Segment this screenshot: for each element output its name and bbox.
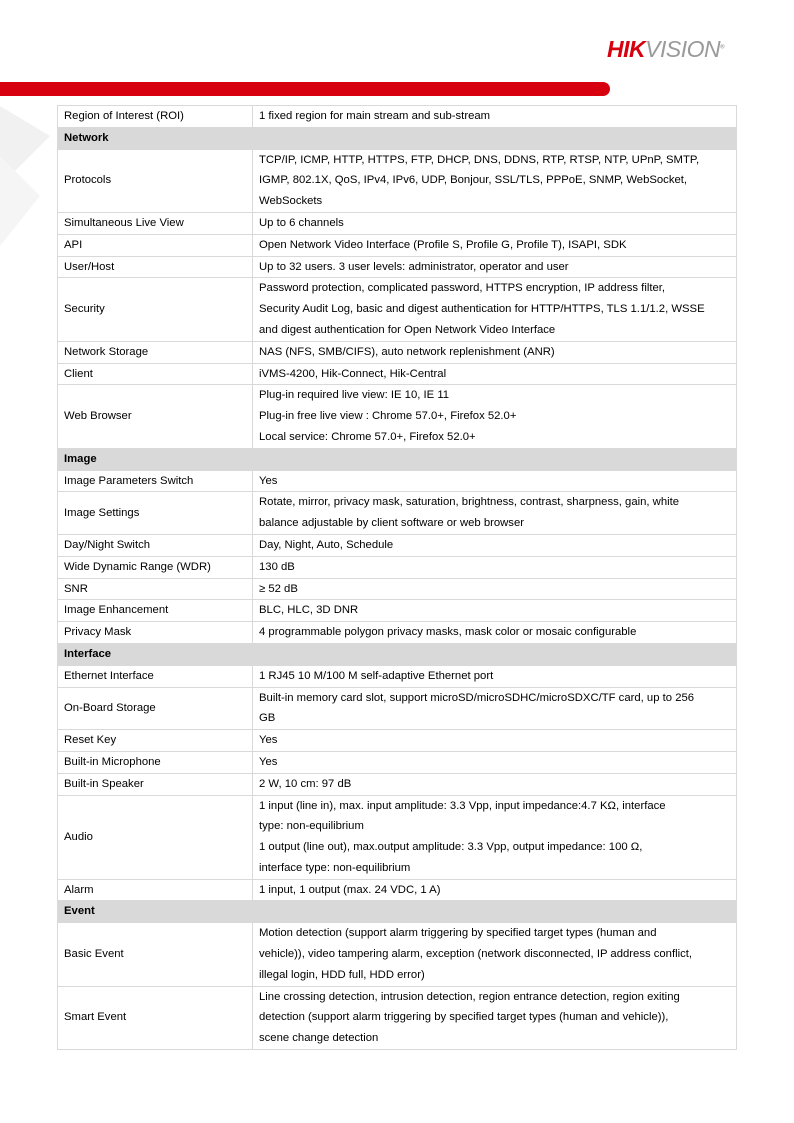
- spec-row-reset-key: [58, 730, 737, 752]
- spec-row-network-storage: [58, 341, 737, 363]
- spec-label: SNR: [58, 578, 253, 600]
- section-title: Interface: [58, 643, 737, 665]
- spec-value-line: Line crossing detection, intrusion detection, region entrance detection, region exiting: [259, 990, 680, 1003]
- section-header-image: [58, 448, 737, 470]
- spec-label: Image Enhancement: [58, 600, 253, 622]
- spec-label: Protocols: [58, 149, 253, 212]
- spec-row-smart-event: [58, 986, 737, 1049]
- spec-value-line: 130 dB: [259, 560, 295, 573]
- spec-label: Reset Key: [58, 730, 253, 752]
- spec-value-line: and digest authentication for Open Network Video Interface: [259, 323, 556, 336]
- spec-value: [253, 923, 737, 986]
- spec-value: [253, 687, 737, 730]
- spec-value-line: Open Network Video Interface (Profile S, Profile G, Profile T), ISAPI, SDK: [259, 238, 627, 251]
- decorative-watermark: [0, 96, 60, 256]
- spec-row-privacy-mask: [58, 622, 737, 644]
- spec-value-line: 1 input, 1 output (max. 24 VDC, 1 A): [259, 883, 441, 896]
- spec-value-line: 1 RJ45 10 M/100 M self-adaptive Ethernet port: [259, 669, 494, 682]
- spec-row-protocols: [58, 149, 737, 212]
- spec-row-built-in-speaker: [58, 773, 737, 795]
- spec-value: [253, 363, 737, 385]
- spec-label: Privacy Mask: [58, 622, 253, 644]
- spec-value-line: Motion detection (support alarm triggering by specified target types (human and: [259, 927, 657, 940]
- spec-label: Built-in Speaker: [58, 773, 253, 795]
- spec-label: Image Settings: [58, 492, 253, 535]
- spec-label: Client: [58, 363, 253, 385]
- spec-value-line: interface type: non-equilibrium: [259, 861, 411, 874]
- spec-row-ethernet-interface: [58, 665, 737, 687]
- spec-value: [253, 751, 737, 773]
- section-title: Network: [58, 127, 737, 149]
- spec-value: [253, 234, 737, 256]
- section-header-network: [58, 127, 737, 149]
- spec-value: [253, 278, 737, 341]
- spec-label: Web Browser: [58, 385, 253, 448]
- spec-value: [253, 212, 737, 234]
- spec-label: Region of Interest (ROI): [58, 106, 253, 128]
- spec-value-line: TCP/IP, ICMP, HTTP, HTTPS, FTP, DHCP, DNS, DDNS, RTP, RTSP, NTP, UPnP, SMTP,: [259, 153, 700, 166]
- spec-row-basic-event: [58, 923, 737, 986]
- spec-value-line: vehicle)), video tampering alarm, exception (network disconnected, IP address conflict,: [259, 948, 693, 961]
- spec-label: Image Parameters Switch: [58, 470, 253, 492]
- spec-value-line: 1 fixed region for main stream and sub-stream: [259, 110, 491, 122]
- spec-value: [253, 730, 737, 752]
- spec-label: On-Board Storage: [58, 687, 253, 730]
- hikvision-logo: HIKVISION®: [607, 36, 725, 62]
- spec-value-line: Security Audit Log, basic and digest authentication for HTTP/HTTPS, TLS 1.1/1.2, WSSE: [259, 303, 705, 316]
- spec-value-line: Plug-in required live view: IE 10, IE 11: [259, 389, 450, 402]
- spec-value: [253, 879, 737, 901]
- spec-row-wide-dynamic-range-wdr: [58, 556, 737, 578]
- spec-row-image-settings: [58, 492, 737, 535]
- spec-row-user-host: [58, 256, 737, 278]
- spec-value-line: 1 output (line out), max.output amplitude: 3.3 Vpp, output impedance: 100 Ω,: [259, 841, 643, 854]
- spec-row-built-in-microphone: [58, 751, 737, 773]
- spec-value-line: detection (support alarm triggering by specified target types (human and vehicle)),: [259, 1011, 669, 1024]
- spec-value-line: IGMP, 802.1X, QoS, IPv4, IPv6, UDP, Bonjour, SSL/TLS, PPPoE, SNMP, WebSocket,: [259, 174, 688, 187]
- spec-value-line: type: non-equilibrium: [259, 820, 364, 833]
- spec-label: Network Storage: [58, 341, 253, 363]
- spec-row-security: [58, 278, 737, 341]
- spec-value-line: scene change detection: [259, 1032, 379, 1045]
- spec-row-snr: [58, 578, 737, 600]
- spec-value: [253, 665, 737, 687]
- spec-row-region-of-interest-roi: [58, 106, 737, 128]
- spec-value: [253, 578, 737, 600]
- spec-value: [253, 556, 737, 578]
- header-red-bar: [0, 82, 610, 96]
- spec-value-line: 4 programmable polygon privacy masks, mask color or mosaic configurable: [259, 626, 637, 639]
- spec-row-image-enhancement: [58, 600, 737, 622]
- section-header-interface: [58, 643, 737, 665]
- spec-label: Audio: [58, 795, 253, 879]
- spec-value: [253, 795, 737, 879]
- spec-label: Smart Event: [58, 986, 253, 1049]
- spec-value-line: illegal login, HDD full, HDD error): [259, 968, 425, 981]
- spec-value-line: Yes: [259, 734, 278, 747]
- spec-label: Basic Event: [58, 923, 253, 986]
- spec-value-line: Yes: [259, 474, 278, 487]
- spec-row-on-board-storage: [58, 687, 737, 730]
- spec-value-line: BLC, HLC, 3D DNR: [259, 604, 359, 617]
- spec-value: [253, 341, 737, 363]
- spec-row-day-night-switch: [58, 534, 737, 556]
- spec-value: [253, 986, 737, 1049]
- spec-value-line: WebSockets: [259, 195, 323, 208]
- spec-value-line: Rotate, mirror, privacy mask, saturation, brightness, contrast, sharpness, gain, white: [259, 496, 680, 509]
- spec-label: Security: [58, 278, 253, 341]
- spec-row-web-browser: [58, 385, 737, 448]
- spec-row-alarm: [58, 879, 737, 901]
- spec-value-line: Plug-in free live view : Chrome 57.0+, Firefox 52.0+: [259, 410, 517, 423]
- spec-table: [57, 105, 737, 1050]
- spec-value-line: Local service: Chrome 57.0+, Firefox 52.0+: [259, 430, 476, 443]
- spec-row-api: [58, 234, 737, 256]
- spec-value: [253, 534, 737, 556]
- spec-value-line: Built-in memory card slot, support microSD/microSDHC/microSDXC/TF card, up to 256: [259, 691, 695, 704]
- spec-value-line: balance adjustable by client software or web browser: [259, 517, 524, 530]
- spec-value: [253, 149, 737, 212]
- spec-value-line: Day, Night, Auto, Schedule: [259, 538, 394, 551]
- spec-value-line: Up to 6 channels: [259, 216, 344, 229]
- spec-row-image-parameters-switch: [58, 470, 737, 492]
- spec-value-line: 2 W, 10 cm: 97 dB: [259, 777, 352, 790]
- spec-value-line: GB: [259, 712, 276, 725]
- spec-value: [253, 773, 737, 795]
- spec-value: [253, 256, 737, 278]
- spec-value: [253, 106, 737, 128]
- spec-value-line: ≥ 52 dB: [259, 582, 298, 595]
- spec-label: Ethernet Interface: [58, 665, 253, 687]
- spec-value: [253, 600, 737, 622]
- spec-value-line: Up to 32 users. 3 user levels: administrator, operator and user: [259, 260, 569, 273]
- spec-label: Day/Night Switch: [58, 534, 253, 556]
- spec-label: API: [58, 234, 253, 256]
- spec-value-line: 1 input (line in), max. input amplitude: 3.3 Vpp, input impedance:4.7 KΩ, interface: [259, 799, 666, 812]
- spec-row-client: [58, 363, 737, 385]
- spec-row-simultaneous-live-view: [58, 212, 737, 234]
- spec-label: Built-in Microphone: [58, 751, 253, 773]
- spec-value: [253, 622, 737, 644]
- spec-value-line: NAS (NFS, SMB/CIFS), auto network replenishment (ANR): [259, 345, 555, 358]
- spec-value-line: Password protection, complicated password, HTTPS encryption, IP address filter,: [259, 282, 666, 295]
- spec-value-line: Yes: [259, 755, 278, 768]
- spec-value: [253, 470, 737, 492]
- section-header-event: [58, 901, 737, 923]
- spec-value: [253, 385, 737, 448]
- spec-label: Alarm: [58, 879, 253, 901]
- spec-label: Wide Dynamic Range (WDR): [58, 556, 253, 578]
- spec-value: [253, 492, 737, 535]
- spec-value-line: iVMS-4200, Hik-Connect, Hik-Central: [259, 367, 447, 380]
- spec-label: User/Host: [58, 256, 253, 278]
- spec-row-audio: [58, 795, 737, 879]
- spec-label: Simultaneous Live View: [58, 212, 253, 234]
- section-title: Image: [58, 448, 737, 470]
- section-title: Event: [58, 901, 737, 923]
